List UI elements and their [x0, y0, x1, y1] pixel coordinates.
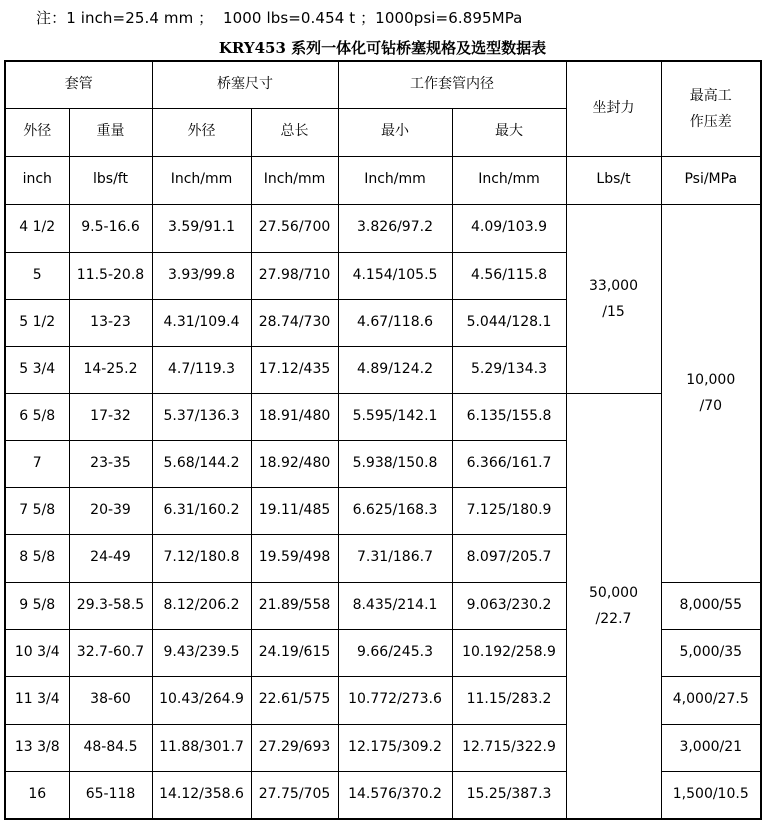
unit-cell: Inch/mm	[152, 156, 251, 204]
table-cell: 14.12/358.6	[152, 771, 251, 819]
table-cell: 12.175/309.2	[338, 724, 452, 771]
table-cell: 20-39	[69, 487, 152, 534]
table-cell: 5.29/134.3	[452, 346, 566, 393]
max-pressure-line1: 10,000	[686, 372, 736, 388]
max-pressure-cell: 3,000/21	[661, 724, 761, 771]
header-plug-length: 总长	[251, 108, 338, 156]
setting-force-value	[589, 273, 638, 325]
setting-force-line1: 50,000	[589, 584, 638, 601]
table-cell: 4.31/109.4	[152, 299, 251, 346]
table-cell: 10.43/264.9	[152, 676, 251, 724]
table-cell: 18.92/480	[251, 440, 338, 487]
table-cell: 7.125/180.9	[452, 487, 566, 534]
table-cell: 8.097/205.7	[452, 534, 566, 582]
header-row-1	[5, 61, 761, 108]
table-cell: 18.91/480	[251, 393, 338, 440]
table-cell: 4.09/103.9	[452, 204, 566, 252]
setting-force-cell	[566, 393, 661, 819]
header-casing: 套管	[5, 61, 152, 108]
table-cell: 8 5/8	[5, 534, 69, 582]
table-cell: 27.29/693	[251, 724, 338, 771]
table-cell: 5.044/128.1	[452, 299, 566, 346]
max-pressure-cell	[661, 204, 761, 582]
table-cell: 8.435/214.1	[338, 582, 452, 629]
units-row	[5, 156, 761, 204]
setting-force-line1: 33,000	[589, 277, 638, 294]
table-cell: 7.12/180.8	[152, 534, 251, 582]
table-cell: 13-23	[69, 299, 152, 346]
table-cell: 14.576/370.2	[338, 771, 452, 819]
table-cell: 24.19/615	[251, 629, 338, 676]
table-cell: 24-49	[69, 534, 152, 582]
table-cell: 7	[5, 440, 69, 487]
table-cell: 3.826/97.2	[338, 204, 452, 252]
table-cell: 5.68/144.2	[152, 440, 251, 487]
table-cell: 9 5/8	[5, 582, 69, 629]
table-cell: 9.063/230.2	[452, 582, 566, 629]
table-title: KRY453 系列一体化可钻桥塞规格及选型数据表	[218, 39, 547, 57]
table-cell: 4.89/124.2	[338, 346, 452, 393]
table-cell: 15.25/387.3	[452, 771, 566, 819]
table-cell: 32.7-60.7	[69, 629, 152, 676]
table-cell: 27.75/705	[251, 771, 338, 819]
table-cell: 10.772/273.6	[338, 676, 452, 724]
table-cell: 3.93/99.8	[152, 252, 251, 299]
unit-cell: Inch/mm	[452, 156, 566, 204]
table-row	[5, 393, 761, 440]
header-plug-size: 桥塞尺寸	[152, 61, 338, 108]
table-cell: 14-25.2	[69, 346, 152, 393]
table-cell: 21.89/558	[251, 582, 338, 629]
header-plug-od: 外径	[152, 108, 251, 156]
table-cell: 19.59/498	[251, 534, 338, 582]
table-cell: 9.43/239.5	[152, 629, 251, 676]
table-cell: 38-60	[69, 676, 152, 724]
table-cell: 5	[5, 252, 69, 299]
table-cell: 17-32	[69, 393, 152, 440]
table-cell: 3.59/91.1	[152, 204, 251, 252]
setting-force-line2: /22.7	[595, 610, 632, 627]
setting-force-value	[589, 580, 638, 632]
table-cell: 4.154/105.5	[338, 252, 452, 299]
table-cell: 6.31/160.2	[152, 487, 251, 534]
table-cell: 9.5-16.6	[69, 204, 152, 252]
unit-cell: Psi/MPa	[661, 156, 761, 204]
table-cell: 17.12/435	[251, 346, 338, 393]
unit-cell: Lbs/t	[566, 156, 661, 204]
table-cell: 29.3-58.5	[69, 582, 152, 629]
table-cell: 7.31/186.7	[338, 534, 452, 582]
table-cell: 23-35	[69, 440, 152, 487]
table-cell: 22.61/575	[251, 676, 338, 724]
table-cell: 27.98/710	[251, 252, 338, 299]
max-pressure-cell: 4,000/27.5	[661, 676, 761, 724]
max-pressure-cell: 8,000/55	[661, 582, 761, 629]
table-cell: 6.625/168.3	[338, 487, 452, 534]
table-cell: 5 3/4	[5, 346, 69, 393]
table-cell: 13 3/8	[5, 724, 69, 771]
table-cell: 11 3/4	[5, 676, 69, 724]
table-cell: 10.192/258.9	[452, 629, 566, 676]
table-cell: 11.15/283.2	[452, 676, 566, 724]
setting-force-cell	[566, 204, 661, 393]
table-cell: 19.11/485	[251, 487, 338, 534]
header-casing-id: 工作套管内径	[338, 61, 566, 108]
header-max-pressure-line1: 最高工	[689, 87, 732, 104]
table-cell: 8.12/206.2	[152, 582, 251, 629]
table-cell: 4.56/115.8	[452, 252, 566, 299]
header-id-max: 最大	[452, 108, 566, 156]
table-cell: 28.74/730	[251, 299, 338, 346]
table-cell: 12.715/322.9	[452, 724, 566, 771]
table-cell: 4.67/118.6	[338, 299, 452, 346]
table-cell: 65-118	[69, 771, 152, 819]
table-cell: 6.135/155.8	[452, 393, 566, 440]
header-setting-force: 坐封力	[566, 61, 661, 156]
unit-cell: Inch/mm	[338, 156, 452, 204]
table-cell: 27.56/700	[251, 204, 338, 252]
table-cell: 6 5/8	[5, 393, 69, 440]
table-cell: 5.938/150.8	[338, 440, 452, 487]
table-cell: 9.66/245.3	[338, 629, 452, 676]
table-cell: 11.5-20.8	[69, 252, 152, 299]
header-max-pressure-line2: 作压差	[689, 113, 732, 130]
unit-cell: lbs/ft	[69, 156, 152, 204]
table-cell: 4.7/119.3	[152, 346, 251, 393]
table-cell: 10 3/4	[5, 629, 69, 676]
table-cell: 5.595/142.1	[338, 393, 452, 440]
table-cell: 6.366/161.7	[452, 440, 566, 487]
table-cell: 7 5/8	[5, 487, 69, 534]
header-weight: 重量	[69, 108, 152, 156]
spec-table	[4, 60, 762, 820]
table-cell: 5.37/136.3	[152, 393, 251, 440]
unit-cell: Inch/mm	[251, 156, 338, 204]
table-row	[5, 204, 761, 252]
table-cell: 11.88/301.7	[152, 724, 251, 771]
setting-force-line2: /15	[602, 303, 625, 320]
max-pressure-cell: 1,500/10.5	[661, 771, 761, 819]
max-pressure-value	[686, 367, 735, 419]
header-od: 外径	[5, 108, 69, 156]
header-max-pressure	[661, 61, 761, 156]
table-cell: 5 1/2	[5, 299, 69, 346]
table-cell: 4 1/2	[5, 204, 69, 252]
table-cell: 16	[5, 771, 69, 819]
max-pressure-cell: 5,000/35	[661, 629, 761, 676]
table-cell: 48-84.5	[69, 724, 152, 771]
max-pressure-line2: /70	[699, 398, 723, 414]
header-id-min: 最小	[338, 108, 452, 156]
unit-conversion-note: 注：1 inch=25.4 mm ； 1000 lbs=0.454 t ；1000psi=6.895MPa	[36, 9, 523, 27]
unit-cell: inch	[5, 156, 69, 204]
